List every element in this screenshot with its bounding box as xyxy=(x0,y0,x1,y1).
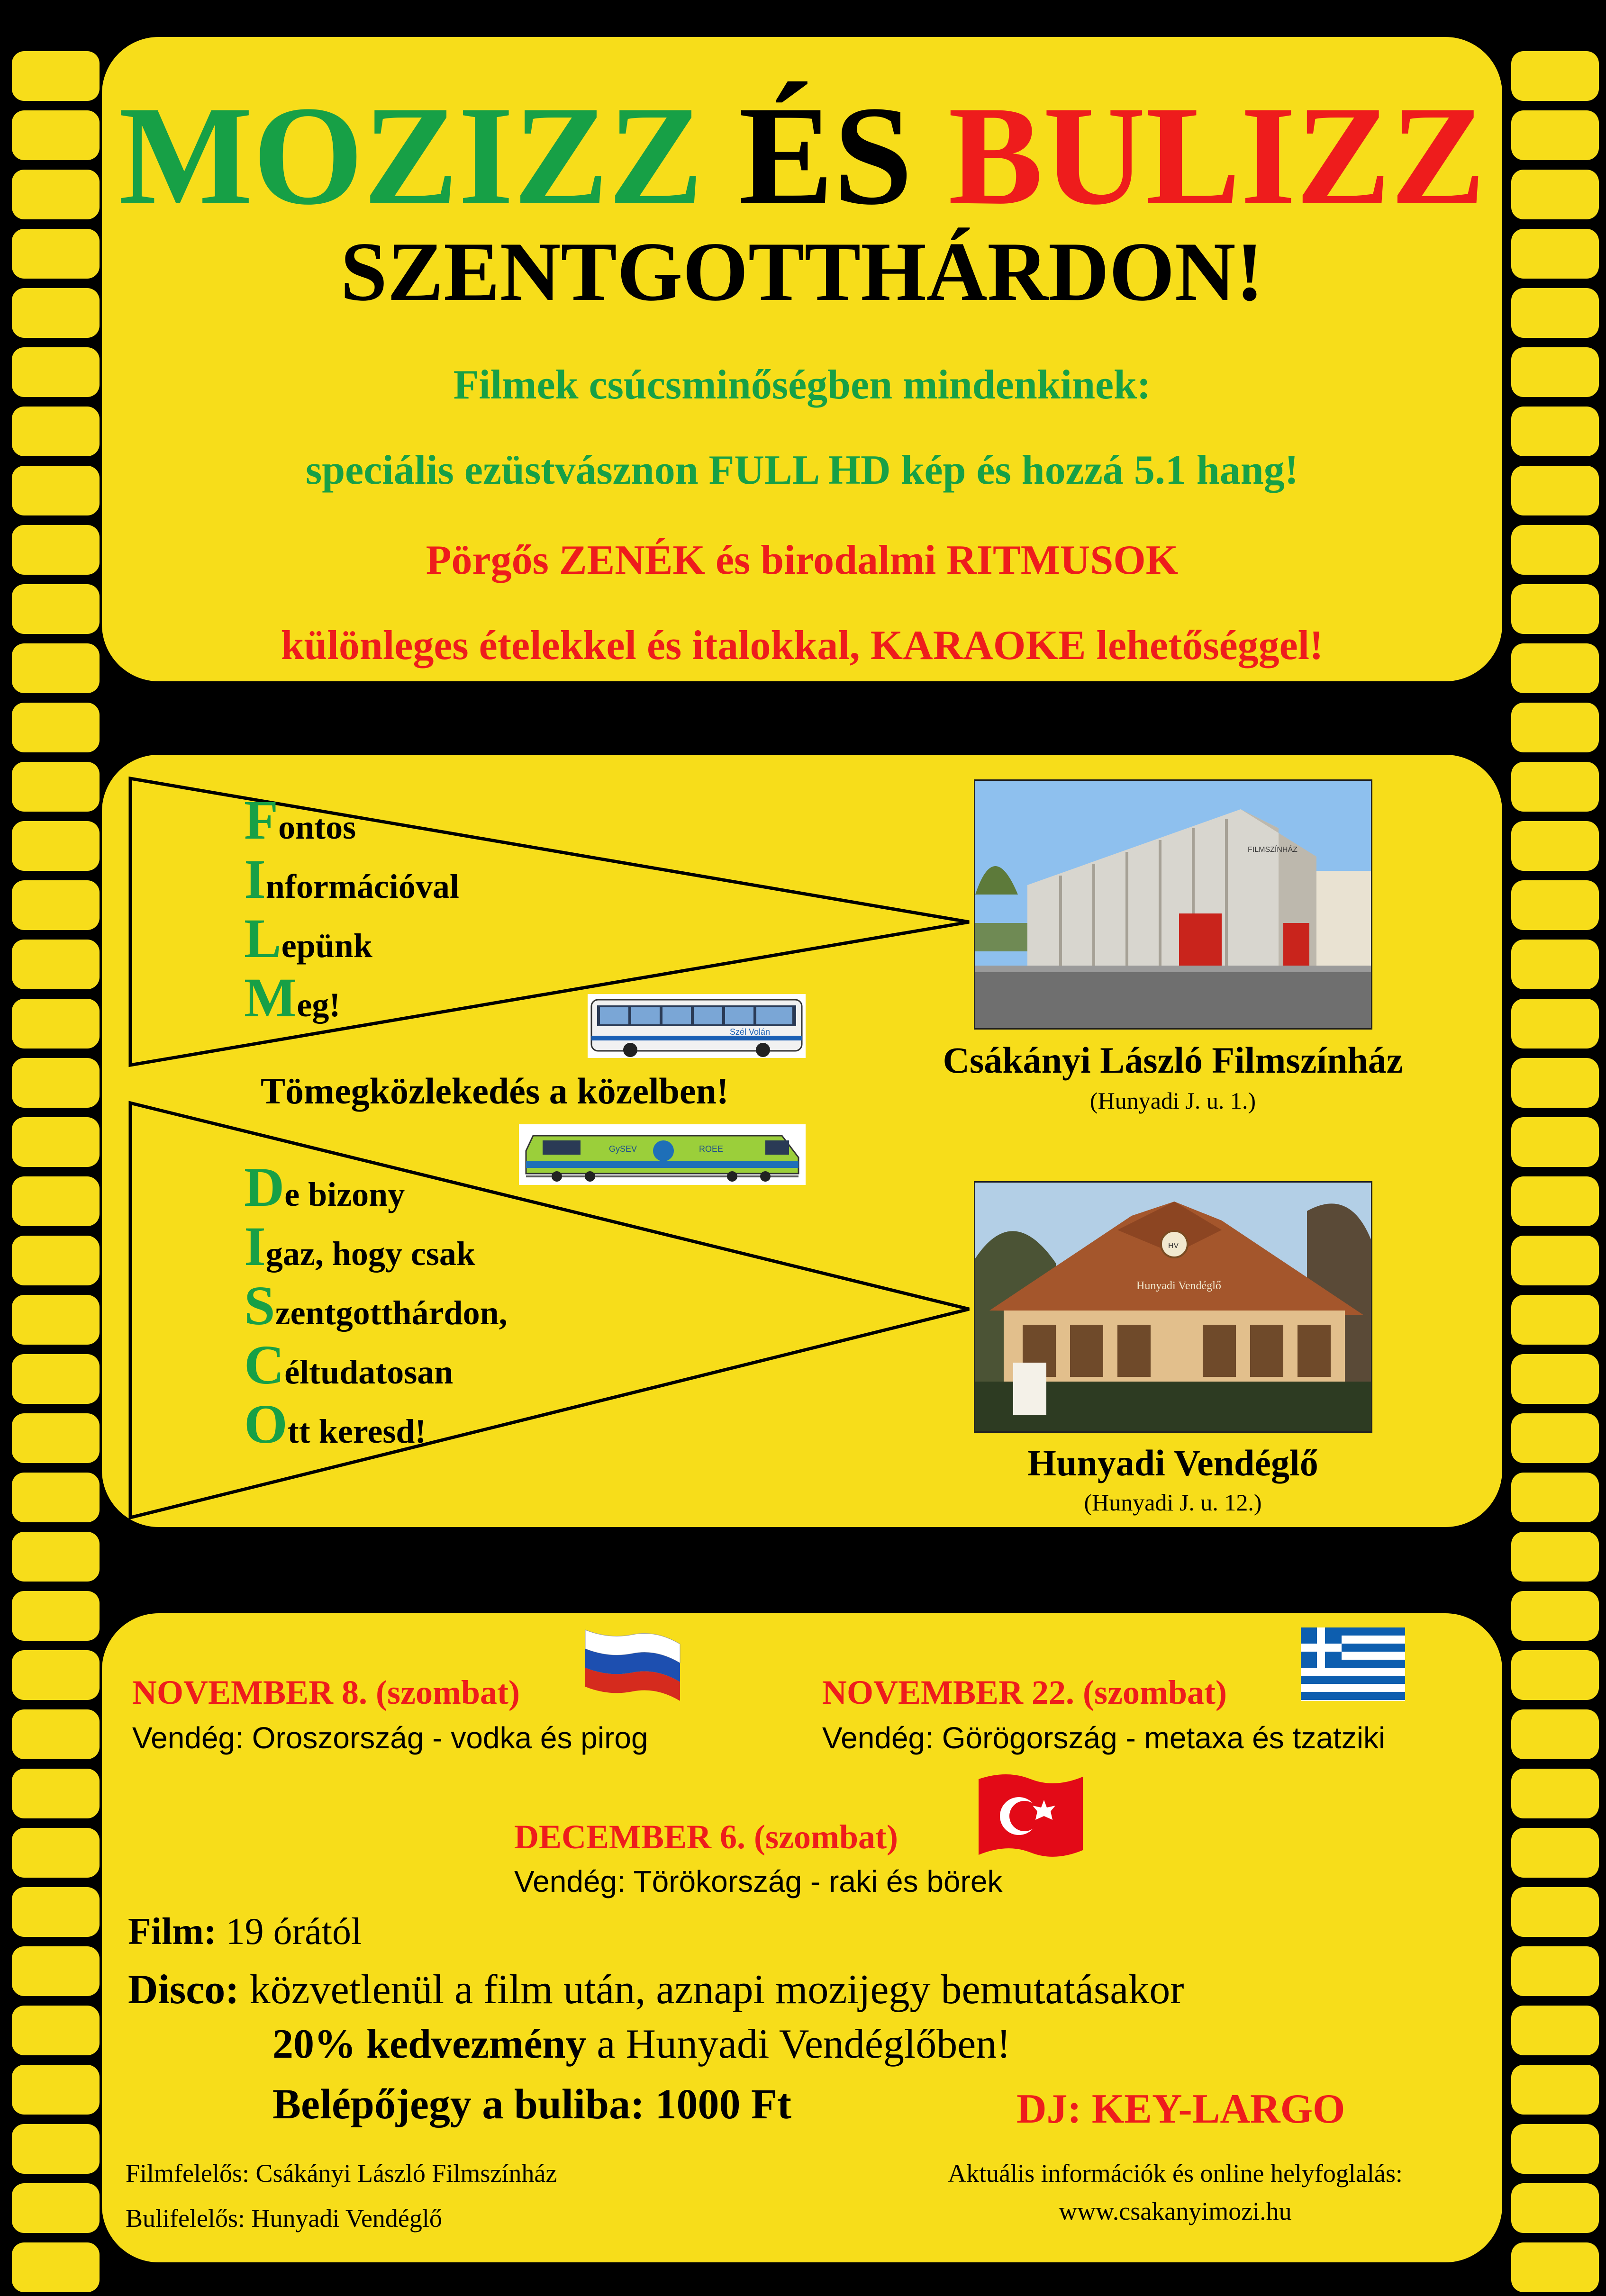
disco-line-i: Igaz, hogy csak xyxy=(244,1215,475,1277)
sprocket-hole xyxy=(12,1591,100,1641)
train-image xyxy=(519,1124,806,1185)
sprocket-hole xyxy=(1511,2124,1599,2174)
sprocket-hole xyxy=(1511,1709,1599,1759)
sprocket-hole xyxy=(12,1532,100,1582)
sprocket-hole xyxy=(1511,1532,1599,1582)
sprocket-hole xyxy=(12,2242,100,2292)
sprocket-hole xyxy=(12,110,100,160)
disco-line-o: Ott keresd! xyxy=(244,1393,426,1455)
svg-text:FILMSZÍNHÁZ: FILMSZÍNHÁZ xyxy=(1248,846,1298,854)
sprocket-hole xyxy=(1511,466,1599,515)
cinema-name: Csákányi László Filmszínház xyxy=(943,1040,1403,1081)
sprocket-hole xyxy=(1511,407,1599,456)
sprocket-hole xyxy=(12,1058,100,1108)
sprocket-hole xyxy=(12,1709,100,1759)
sprocket-hole xyxy=(1511,1413,1599,1463)
ticket-price: Belépőjegy a buliba: 1000 Ft xyxy=(272,2081,791,2128)
sprocket-hole xyxy=(1511,1117,1599,1167)
russia-flag xyxy=(581,1625,685,1715)
title-es: ÉS xyxy=(738,77,913,234)
film-line-f: Fontos xyxy=(244,789,356,851)
sprocket-hole xyxy=(12,1176,100,1226)
title-bulizz: BULIZZ xyxy=(948,77,1486,234)
sprocket-hole xyxy=(1511,110,1599,160)
transport-label: Tömegközlekedés a közelben! xyxy=(261,1070,729,1112)
restaurant-name: Hunyadi Vendéglő xyxy=(1027,1442,1318,1483)
main-title xyxy=(102,77,1502,234)
sprocket-hole xyxy=(1511,2242,1599,2292)
film-line-l: Lepünk xyxy=(244,907,372,969)
sprocket-hole xyxy=(12,1887,100,1937)
sprocket-hole xyxy=(1511,170,1599,219)
film-line-i: Információval xyxy=(244,848,459,910)
sprocket-hole xyxy=(1511,525,1599,575)
film-time xyxy=(128,1909,362,1954)
sprocket-hole xyxy=(1511,229,1599,279)
svg-text:GySEV: GySEV xyxy=(609,1144,637,1154)
sprocket-hole xyxy=(1511,643,1599,693)
sprocket-hole xyxy=(12,1769,100,1818)
cinema-address: (Hunyadi J. u. 1.) xyxy=(1090,1087,1256,1114)
sprocket-hole xyxy=(1511,1887,1599,1937)
sprocket-hole xyxy=(12,940,100,989)
film-responsible: Filmfelelős: Csákányi László Filmszínház xyxy=(126,2159,557,2188)
disco-line-s: Szentgotthárdon, xyxy=(244,1275,508,1337)
sprocket-hole xyxy=(12,999,100,1049)
disco-info xyxy=(128,1966,1184,2014)
title-mozizz: MOZIZZ xyxy=(118,77,703,234)
sprocket-hole xyxy=(1511,2006,1599,2055)
sprocket-hole xyxy=(1511,1650,1599,1700)
event-3-date: DECEMBER 6. (szombat) xyxy=(514,1818,898,1856)
green-line-1: Filmek csúcsminőségben mindenkinek: xyxy=(453,362,1151,408)
sprocket-hole xyxy=(12,229,100,279)
sprocket-hole xyxy=(12,2006,100,2055)
disco-line-c: Céltudatosan xyxy=(244,1334,454,1396)
sprocket-hole xyxy=(12,1295,100,1345)
cinema-photo xyxy=(974,779,1372,1030)
sprocket-hole xyxy=(1511,1354,1599,1404)
sprocket-hole xyxy=(12,1236,100,1285)
event-2-date: NOVEMBER 22. (szombat) xyxy=(822,1673,1227,1711)
sprocket-hole xyxy=(12,2124,100,2174)
sprocket-hole xyxy=(1511,1176,1599,1226)
sprocket-hole xyxy=(12,525,100,575)
sprocket-hole xyxy=(12,1354,100,1404)
party-responsible: Bulifelelős: Hunyadi Vendéglő xyxy=(126,2204,442,2233)
sprocket-hole xyxy=(12,347,100,397)
right-sprocket-strip xyxy=(1511,0,1606,2296)
discount-rest: a Hunyadi Vendéglőben! xyxy=(597,2021,1011,2067)
sprocket-hole xyxy=(12,407,100,456)
sprocket-hole xyxy=(1511,51,1599,101)
sprocket-hole xyxy=(12,703,100,752)
turkey-flag xyxy=(974,1770,1088,1862)
sprocket-hole xyxy=(12,288,100,338)
sprocket-hole xyxy=(1511,880,1599,930)
website-link[interactable]: www.csakanyimozi.hu xyxy=(1059,2197,1292,2225)
event-3-guest: Vendég: Törökország - raki és börek xyxy=(514,1864,1003,1898)
sprocket-hole xyxy=(1511,1591,1599,1641)
sprocket-hole xyxy=(1511,999,1599,1049)
svg-text:HV: HV xyxy=(1168,1242,1179,1250)
svg-text:ROEE: ROEE xyxy=(699,1144,724,1154)
sprocket-hole xyxy=(12,1828,100,1878)
sprocket-hole xyxy=(12,1650,100,1700)
sprocket-hole xyxy=(1511,1769,1599,1818)
sprocket-hole xyxy=(1511,1058,1599,1108)
left-sprocket-strip xyxy=(0,0,95,2296)
sprocket-hole xyxy=(12,466,100,515)
event-1-date: NOVEMBER 8. (szombat) xyxy=(132,1673,520,1711)
disco-info-label: Disco: xyxy=(128,1967,239,2013)
discount-line xyxy=(272,2021,1011,2068)
sprocket-hole xyxy=(12,51,100,101)
film-time-value: 19 órától xyxy=(226,1911,362,1953)
sprocket-hole xyxy=(12,2183,100,2233)
svg-text:Szél Volán: Szél Volán xyxy=(730,1027,771,1037)
greece-flag xyxy=(1296,1623,1410,1706)
sprocket-hole xyxy=(1511,1236,1599,1285)
disco-info-value: közvetlenül a film után, aznapi mozijegy bemutatásakor xyxy=(249,1967,1184,2013)
green-line-2: speciális ezüstvásznon FULL HD kép és hozzá 5.1 hang! xyxy=(305,447,1299,493)
sprocket-hole xyxy=(12,1473,100,1522)
sprocket-hole xyxy=(1511,821,1599,871)
bus-image xyxy=(588,994,806,1058)
sprocket-hole xyxy=(1511,584,1599,634)
discount-bold: 20% kedvezmény xyxy=(272,2021,587,2067)
sprocket-hole xyxy=(1511,1473,1599,1522)
info-label: Aktuális információk és online helyfoglalás: xyxy=(948,2159,1403,2188)
header-panel xyxy=(102,37,1502,681)
sprocket-hole xyxy=(12,643,100,693)
sprocket-hole xyxy=(12,762,100,812)
sprocket-hole xyxy=(12,1117,100,1167)
dj-name: DJ: KEY-LARGO xyxy=(1016,2086,1345,2132)
sprocket-hole xyxy=(12,1946,100,1996)
sprocket-hole xyxy=(1511,2065,1599,2115)
sprocket-hole xyxy=(12,170,100,219)
disco-line-d: De bizony xyxy=(244,1156,405,1218)
events-panel xyxy=(102,1613,1502,2262)
sprocket-hole xyxy=(1511,2183,1599,2233)
sprocket-hole xyxy=(1511,347,1599,397)
red-line-1: Pörgős ZENÉK és birodalmi RITMUSOK xyxy=(426,537,1179,583)
sprocket-hole xyxy=(1511,703,1599,752)
svg-text:Hunyadi Vendéglő: Hunyadi Vendéglő xyxy=(1136,1280,1221,1292)
sprocket-hole xyxy=(12,1413,100,1463)
film-line-m: Meg! xyxy=(244,967,341,1029)
sprocket-hole xyxy=(12,2065,100,2115)
event-1-guest: Vendég: Oroszország - vodka és pirog xyxy=(132,1721,648,1755)
sprocket-hole xyxy=(12,584,100,634)
sprocket-hole xyxy=(1511,762,1599,812)
event-2-guest: Vendég: Görögország - metaxa és tzatziki xyxy=(822,1721,1386,1755)
sprocket-hole xyxy=(12,821,100,871)
sprocket-hole xyxy=(1511,940,1599,989)
sprocket-hole xyxy=(1511,1946,1599,1996)
restaurant-photo xyxy=(974,1181,1372,1433)
sprocket-hole xyxy=(1511,1828,1599,1878)
info-panel xyxy=(102,755,1502,1527)
sprocket-hole xyxy=(1511,1295,1599,1345)
restaurant-address: (Hunyadi J. u. 12.) xyxy=(1084,1489,1262,1516)
subtitle: SZENTGOTTHÁRDON! xyxy=(340,225,1264,318)
sprocket-hole xyxy=(1511,288,1599,338)
red-line-2: különleges ételekkel és italokkal, KARAOKE lehetőséggel! xyxy=(281,623,1324,669)
sprocket-hole xyxy=(12,880,100,930)
film-time-label: Film: xyxy=(128,1911,217,1953)
